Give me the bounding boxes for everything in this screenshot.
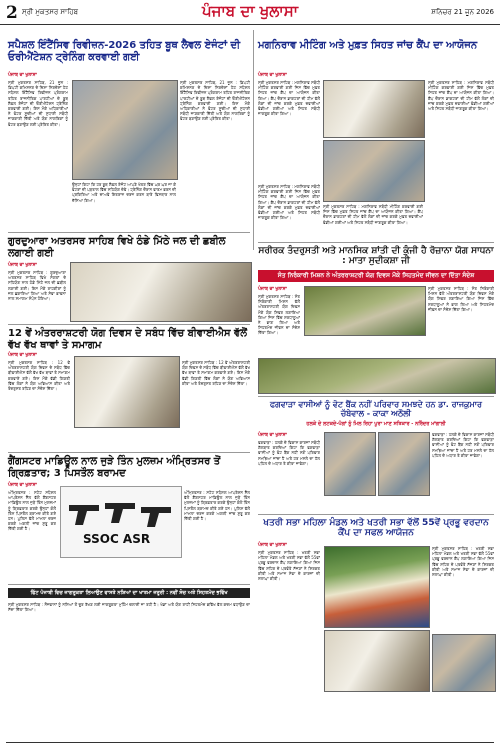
- article-photo: [324, 546, 430, 628]
- page-bottom-border: [6, 742, 494, 743]
- page-number: 2: [6, 3, 18, 23]
- article-headline: ਫਗਵਾੜਾ ਵਾਸੀਆਂ ਨੂੰ ਵੋਟ ਬੈਂਕ ਨਹੀਂ ਪਰਿਵਾਰ ਸਮਝਦੇ ਹਨ ਡਾ. ਰਾਜਕੁਮਾਰ ਚੱਬੇਵਾਲ - ਕਾਕਾ ਅਠੌਲੀ: [269, 400, 483, 419]
- article-photo: [258, 358, 496, 394]
- article-headline: ਸਪੈਸ਼ਲ ਇੰਟੈਂਸਿਵ ਰਿਵੀਜ਼ਨ-2026 ਤਹਿਤ ਬੂਥ ਲੈਵਲ ਏਜੰਟਾਂ ਦੀ ਓਰੀਐਂਟੇਸ਼ਨ ਟ੍ਰੇਨਿੰਗ ਕਰਵਾਈ ਗਈ: [8, 40, 241, 63]
- section-divider: [8, 584, 250, 585]
- article-headline: ਗੁਰਦੁਆਰਾ ਅਤਰਸਰ ਸਾਹਿਬ ਵਿਖੇ ਠੰਡੇ ਮਿੱਠੇ ਜਲ ਦੀ ਛਬੀਲ ਲਗਾਈ ਗਈ: [8, 236, 226, 259]
- article-photo: [323, 80, 425, 138]
- article-headline: ਮਗਨਿਰਾਵ ਮੀਟਿੰਗ ਅਤੇ ਮੁਫ਼ਤ ਸਿਹਤ ਜਾਂਚ ਕੈਂਪ ਦਾ ਆਯੋਜਨ: [258, 40, 478, 51]
- article-body: ਫਗਵਾੜਾ : ਹਲਕੇ ਦੇ ਵਿਕਾਸ ਕਾਰਜਾਂ ਸਬੰਧੀ ਗੱਲਬਾਤ ਕਰਦਿਆਂ ਕਿਹਾ ਕਿ ਫਗਵਾੜਾ ਵਾਸੀਆਂ ਨੂੰ ਵੋਟ ਬੈਂਕ ਨਹੀਂ ਸਗੋਂ ਪਰਿਵਾਰ ਸਮਝਿਆ ਜਾਂਦਾ ਹੈ ਅਤੇ ਹਰ ਮਸਲੇ ਦਾ ਹੱਲ ਪਹਿਲ ਦੇ ਅਧਾਰ ਤੇ ਕੀਤਾ ਜਾਵੇਗਾ।: [258, 440, 320, 466]
- article-body: ਸ੍ਰੀ ਮੁਕਤਸਰ ਸਾਹਿਬ : ਸੰਤ ਨਿਰੰਕਾਰੀ ਮਿਸ਼ਨ ਵੱਲੋਂ ਅੰਤਰਰਾਸ਼ਟਰੀ ਯੋਗ ਦਿਵਸ ਮੌਕੇ ਯੋਗ ਸ਼ਿਵਰ ਲਗਾਇਆ ਗਿਆ ਜਿਸ ਵਿੱਚ ਸ਼ਰਧਾਲੂਆਂ ਨੇ ਭਾਗ ਲਿਆ ਅਤੇ ਸਿਹਤਮੰਦ ਜੀਵਨ ਦਾ ਸੰਦੇਸ਼ ਦਿੱਤਾ ਗਿਆ।: [428, 286, 494, 312]
- article-body: ਅੰਮ੍ਰਿਤਸਰ : ਸਟੇਟ ਸਪੈਸ਼ਲ ਆਪਰੇਸ਼ਨ ਸੈੱਲ ਵੱਲੋਂ ਗੈਂਗਸਟਰ ਮਾਡਿਊਲ ਨਾਲ ਜੁੜੇ ਤਿੰਨ ਮੁਲਜ਼ਮਾਂ ਨੂੰ ਗ੍ਰਿਫ਼ਤਾਰ ਕਰਕੇ ਉਨ੍ਹਾਂ ਕੋਲੋਂ ਤਿੰਨ ਪਿਸਤੌਲ ਬਰਾਮਦ ਕੀਤੇ ਗਏ ਹਨ। ਪੁਲਿਸ ਵੱਲੋਂ ਮਾਮਲਾ ਦਰਜ ਕਰਕੇ ਅਗਲੀ ਜਾਂਚ ਸ਼ੁਰੂ ਕਰ ਦਿੱਤੀ ਗਈ ਹੈ।: [184, 490, 250, 522]
- article-byline: ਪੰਜਾਬ ਦਾ ਖੁਲਾਸਾ: [8, 483, 37, 488]
- section-divider: [258, 396, 494, 397]
- article-body: ਸ੍ਰੀ ਮੁਕਤਸਰ ਸਾਹਿਬ : ਸੰਤ ਨਿਰੰਕਾਰੀ ਮਿਸ਼ਨ ਵੱਲੋਂ ਅੰਤਰਰਾਸ਼ਟਰੀ ਯੋਗ ਦਿਵਸ ਮੌਕੇ ਯੋਗ ਸ਼ਿਵਰ ਲਗਾਇਆ ਗਿਆ ਜਿਸ ਵਿੱਚ ਸ਼ਰਧਾਲੂਆਂ ਨੇ ਭਾਗ ਲਿਆ ਅਤੇ ਸਿਹਤਮੰਦ ਜੀਵਨ ਦਾ ਸੰਦੇਸ਼ ਦਿੱਤਾ ਗਿਆ।: [258, 294, 300, 336]
- article-photo: [304, 286, 426, 336]
- section-divider: [8, 324, 250, 325]
- article-body: ਸ੍ਰੀ ਮੁਕਤਸਰ ਸਾਹਿਬ : ਨੌਜਵਾਨਾਂ ਨੂੰ ਨਸ਼ਿਆਂ ਤੋਂ ਦੂਰ ਰੱਖਣ ਲਈ ਜਾਗਰੂਕਤਾ ਮੁਹਿੰਮ ਚਲਾਈ ਜਾ ਰਹੀ ਹੈ। ਖੇਡਾਂ ਅਤੇ ਯੋਗ ਰਾਹੀਂ ਸਿਹਤਮੰਦ ਭਵਿੱਖ ਵੱਲ ਕਦਮ ਵਧਾਉਣ ਦਾ ਸੱਦਾ ਦਿੱਤਾ ਗਿਆ।: [8, 602, 250, 613]
- article-body: ਸ੍ਰੀ ਮੁਕਤਸਰ ਸਾਹਿਬ, 21 ਜੂਨ : ਡਿਪਟੀ ਕਮਿਸ਼ਨਰ ਦੇ ਦਿਸ਼ਾ ਨਿਰਦੇਸ਼ਾਂ ਹੇਠ ਸਪੈਸ਼ਲ ਇੰਟੈਂਸਿਵ ਰਿਵੀਜ਼ਨ ਪ੍ਰੋਗਰਾਮ ਤਹਿਤ ਰਾਜਨੀਤਿਕ ਪਾਰਟੀਆਂ ਦੇ ਬੂਥ ਲੈਵਲ ਏਜੰਟਾਂ ਦੀ ਓਰੀਐਂਟੇਸ਼ਨ ਟ੍ਰੇਨਿੰਗ ਕਰਵਾਈ ਗਈ। ਇਸ ਮੌਕੇ ਅਧਿਕਾਰੀਆਂ ਨੇ ਵੋਟਰ ਸੂਚੀਆਂ ਦੀ ਸੁਧਾਈ ਸਬੰਧੀ ਜਾਣਕਾਰੀ ਦਿੱਤੀ ਅਤੇ ਯੋਗ ਨਾਗਰਿਕਾਂ ਨੂੰ ਵੋਟਰ ਬਣਾਉਣ ਲਈ ਪ੍ਰੇਰਿਤ ਕੀਤਾ।: [180, 80, 250, 122]
- article-photo: [72, 80, 178, 180]
- article-byline: ਪੰਜਾਬ ਦਾ ਖੁਲਾਸਾ: [8, 73, 37, 78]
- article-headline: 12 ਵੇਂ ਅੰਤਰਰਾਸ਼ਟਰੀ ਯੋਗ ਦਿਵਸ ਦੇ ਸਬੰਧ ਵਿੱਚ ਬੀਵਾਈਐਸ ਵੱਲੋਂ ਵੱਖ ਵੱਖ ਥਾਵਾਂ ਤੇ ਸਮਾਗਮ: [8, 328, 248, 351]
- article-body: ਸ੍ਰੀ ਮੁਕਤਸਰ ਸਾਹਿਬ : ਖਤਰੀ ਸਭਾ ਮਹਿਲਾ ਮੰਡਲ ਅਤੇ ਖਤਰੀ ਸਭਾ ਵੱਲੋਂ 55ਵਾਂ ਪ੍ਰਭੂ ਵਰਦਾਨ ਕੈਂਪ ਲਗਾਇਆ ਗਿਆ ਜਿਸ ਵਿੱਚ ਸ਼ਹਿਰ ਦੇ ਪਤਵੰਤੇ ਸੱਜਣਾਂ ਨੇ ਸ਼ਿਰਕਤ ਕੀਤੀ ਅਤੇ ਸਮਾਜ ਸੇਵਾ ਦੇ ਕਾਰਜਾਂ ਦੀ ਸ਼ਲਾਘਾ ਕੀਤੀ।: [258, 550, 320, 582]
- newspaper-title: ਪੰਜਾਬ ਦਾ ਖੁਲਾਸਾ: [201, 2, 298, 20]
- section-divider: [258, 514, 494, 515]
- portrait-photo: [324, 432, 376, 496]
- article-byline: ਪੰਜਾਬ ਦਾ ਖੁਲਾਸਾ: [8, 353, 37, 358]
- article-photo: [432, 634, 496, 692]
- section-divider: [8, 452, 250, 453]
- masthead-date: ਸ਼ਨਿਚਰ 21 ਜੂਨ 2026: [431, 8, 494, 16]
- article-banner: ਫਿੱਟ ਪੰਜਾਬੀ ਵਿਚ ਜਾਗਰੂਕਤਾ ਲਿਆਉਣ ਵਾਸਤੇ ਨਸ਼ਿਆਂ ਦਾ ਖਾਤਮਾ ਜਰੂਰੀ : ਨਵੀਂ ਸੋਚ ਅਤੇ ਸਿਹਤਮੰਦ ਭਵਿੱਖ: [8, 588, 250, 598]
- article-headline: ਗੈਂਗਸਟਰ ਮਾਡਿਊਲ ਨਾਲ ਜੁੜੇ ਤਿੰਨ ਮੁਲਜ਼ਮ ਅੰਮ੍ਰਿਤਸਰ ਤੋਂ ਗ੍ਰਿਫ਼ਤਾਰ; 3 ਪਿਸਤੌਲ ਬਰਾਮਦ: [8, 456, 221, 479]
- article-photo: [324, 630, 430, 692]
- article-body: ਸ੍ਰੀ ਮੁਕਤਸਰ ਸਾਹਿਬ : ਗੁਰਦੁਆਰਾ ਅਤਰਸਰ ਸਾਹਿਬ ਵਿਖੇ ਸੰਗਤਾਂ ਦੇ ਸਹਿਯੋਗ ਨਾਲ ਠੰਡੇ ਮਿੱਠੇ ਜਲ ਦੀ ਛਬੀਲ ਲਗਾਈ ਗਈ। ਇਸ ਮੌਕੇ ਰਾਹਗੀਰਾਂ ਨੂੰ ਜਲ ਛਕਾਇਆ ਗਿਆ ਅਤੇ ਸੇਵਾ ਭਾਵਨਾ ਨਾਲ ਸਮਾਗਮ ਸੰਪੰਨ ਹੋਇਆ।: [8, 270, 66, 302]
- article-byline: ਪੰਜਾਬ ਦਾ ਖੁਲਾਸਾ: [258, 73, 287, 78]
- article-body: ਸ੍ਰੀ ਮੁਕਤਸਰ ਸਾਹਿਬ : ਖਤਰੀ ਸਭਾ ਮਹਿਲਾ ਮੰਡਲ ਅਤੇ ਖਤਰੀ ਸਭਾ ਵੱਲੋਂ 55ਵਾਂ ਪ੍ਰਭੂ ਵਰਦਾਨ ਕੈਂਪ ਲਗਾਇਆ ਗਿਆ ਜਿਸ ਵਿੱਚ ਸ਼ਹਿਰ ਦੇ ਪਤਵੰਤੇ ਸੱਜਣਾਂ ਨੇ ਸ਼ਿਰਕਤ ਕੀਤੀ ਅਤੇ ਸਮਾਜ ਸੇਵਾ ਦੇ ਕਾਰਜਾਂ ਦੀ ਸ਼ਲਾਘਾ ਕੀਤੀ।: [432, 546, 494, 578]
- article-byline: ਪੰਜਾਬ ਦਾ ਖੁਲਾਸਾ: [8, 263, 37, 268]
- article-photo: [60, 486, 182, 558]
- masthead: [0, 0, 500, 25]
- section-divider: [8, 232, 250, 233]
- article-headline: ਖਤਰੀ ਸਭਾ ਮਹਿਲਾ ਮੰਡਲ ਅਤੇ ਖਤਰੀ ਸਭਾ ਵੱਲੋਂ 55ਵੇਂ ਪ੍ਰਭੂ ਵਰਦਾਨ ਕੈਂਪ ਦਾ ਸਫਲ ਆਯੋਜਨ: [263, 518, 489, 539]
- masthead-left-label: ਸ੍ਰੀ ਮੁਕਤਸਰ ਸਾਹਿਬ: [22, 8, 79, 16]
- portrait-photo: [378, 432, 430, 496]
- article-banner: ਸੰਤ ਨਿਰੰਕਾਰੀ ਮਿਸ਼ਨ ਨੇ ਅੰਤਰਰਾਸ਼ਟਰੀ ਯੋਗ ਦਿਵਸ ਮੌਕੇ ਸਿਹਤਮੰਦ ਜੀਵਨ ਦਾ ਦਿੱਤਾ ਸੰਦੇਸ਼: [258, 270, 494, 282]
- article-photo: [323, 140, 425, 202]
- section-divider: [258, 242, 494, 243]
- article-body: ਫਗਵਾੜਾ : ਹਲਕੇ ਦੇ ਵਿਕਾਸ ਕਾਰਜਾਂ ਸਬੰਧੀ ਗੱਲਬਾਤ ਕਰਦਿਆਂ ਕਿਹਾ ਕਿ ਫਗਵਾੜਾ ਵਾਸੀਆਂ ਨੂੰ ਵੋਟ ਬੈਂਕ ਨਹੀਂ ਸਗੋਂ ਪਰਿਵਾਰ ਸਮਝਿਆ ਜਾਂਦਾ ਹੈ ਅਤੇ ਹਰ ਮਸਲੇ ਦਾ ਹੱਲ ਪਹਿਲ ਦੇ ਅਧਾਰ ਤੇ ਕੀਤਾ ਜਾਵੇਗਾ।: [432, 432, 494, 458]
- article-body: ਸ੍ਰੀ ਮੁਕਤਸਰ ਸਾਹਿਬ, 21 ਜੂਨ : ਡਿਪਟੀ ਕਮਿਸ਼ਨਰ ਦੇ ਦਿਸ਼ਾ ਨਿਰਦੇਸ਼ਾਂ ਹੇਠ ਸਪੈਸ਼ਲ ਇੰਟੈਂਸਿਵ ਰਿਵੀਜ਼ਨ ਪ੍ਰੋਗਰਾਮ ਤਹਿਤ ਰਾਜਨੀਤਿਕ ਪਾਰਟੀਆਂ ਦੇ ਬੂਥ ਲੈਵਲ ਏਜੰਟਾਂ ਦੀ ਓਰੀਐਂਟੇਸ਼ਨ ਟ੍ਰੇਨਿੰਗ ਕਰਵਾਈ ਗਈ। ਇਸ ਮੌਕੇ ਅਧਿਕਾਰੀਆਂ ਨੇ ਵੋਟਰ ਸੂਚੀਆਂ ਦੀ ਸੁਧਾਈ ਸਬੰਧੀ ਜਾਣਕਾਰੀ ਦਿੱਤੀ ਅਤੇ ਯੋਗ ਨਾਗਰਿਕਾਂ ਨੂੰ ਵੋਟਰ ਬਣਾਉਣ ਲਈ ਪ੍ਰੇਰਿਤ ਕੀਤਾ।: [8, 80, 68, 127]
- article-body: ਸ੍ਰੀ ਮੁਕਤਸਰ ਸਾਹਿਬ : ਮਗਨਿਰਾਵ ਸਬੰਧੀ ਮੀਟਿੰਗ ਕਰਵਾਈ ਗਈ ਜਿਸ ਵਿੱਚ ਮੁਫ਼ਤ ਸਿਹਤ ਜਾਂਚ ਕੈਂਪ ਦਾ ਆਯੋਜਨ ਕੀਤਾ ਗਿਆ। ਕੈਂਪ ਦੌਰਾਨ ਡਾਕਟਰਾਂ ਦੀ ਟੀਮ ਵੱਲੋਂ ਲੋਕਾਂ ਦੀ ਜਾਂਚ ਕਰਕੇ ਮੁਫ਼ਤ ਦਵਾਈਆਂ ਵੰਡੀਆਂ ਗਈਆਂ ਅਤੇ ਸਿਹਤ ਸਬੰਧੀ ਜਾਗਰੂਕ ਕੀਤਾ ਗਿਆ।: [428, 80, 494, 112]
- photo-label: SSOC ASR: [83, 532, 151, 546]
- article-body: ਸ੍ਰੀ ਮੁਕਤਸਰ ਸਾਹਿਬ : 12 ਵੇਂ ਅੰਤਰਰਾਸ਼ਟਰੀ ਯੋਗ ਦਿਵਸ ਦੇ ਸਬੰਧ ਵਿੱਚ ਬੀਵਾਈਐਸ ਵੱਲੋਂ ਵੱਖ ਵੱਖ ਥਾਵਾਂ ਤੇ ਸਮਾਗਮ ਕਰਵਾਏ ਗਏ। ਇਸ ਮੌਕੇ ਵੱਡੀ ਗਿਣਤੀ ਵਿੱਚ ਲੋਕਾਂ ਨੇ ਯੋਗ ਅਭਿਆਸ ਕੀਤਾ ਅਤੇ ਤੰਦਰੁਸਤ ਰਹਿਣ ਦਾ ਸੰਦੇਸ਼ ਦਿੱਤਾ।: [182, 360, 250, 386]
- article-byline: ਪੰਜਾਬ ਦਾ ਖੁਲਾਸਾ: [258, 433, 287, 438]
- article-subheadline: ਹਲਕੇ ਦੇ ਲਟਕਦੇ-ਪੰਗਾਂ ਨੂੰ ਮਿਲ ਰਿਹਾ ਪੂਰਾ ਮਾਣ ਸਤਿਕਾਰ - ਨਰਿੰਦਰ ਮਾਂਗਾਲੀ: [306, 421, 446, 427]
- article-body: ਸ੍ਰੀ ਮੁਕਤਸਰ ਸਾਹਿਬ : ਮਗਨਿਰਾਵ ਸਬੰਧੀ ਮੀਟਿੰਗ ਕਰਵਾਈ ਗਈ ਜਿਸ ਵਿੱਚ ਮੁਫ਼ਤ ਸਿਹਤ ਜਾਂਚ ਕੈਂਪ ਦਾ ਆਯੋਜਨ ਕੀਤਾ ਗਿਆ। ਕੈਂਪ ਦੌਰਾਨ ਡਾਕਟਰਾਂ ਦੀ ਟੀਮ ਵੱਲੋਂ ਲੋਕਾਂ ਦੀ ਜਾਂਚ ਕਰਕੇ ਮੁਫ਼ਤ ਦਵਾਈਆਂ ਵੰਡੀਆਂ ਗਈਆਂ ਅਤੇ ਸਿਹਤ ਸਬੰਧੀ ਜਾਗਰੂਕ ਕੀਤਾ ਗਿਆ।: [323, 204, 423, 225]
- article-headline: ਸਰੀਰਕ ਤੰਦਰੁਸਤੀ ਅਤੇ ਮਾਨਸਿਕ ਸ਼ਾਂਤੀ ਦੀ ਕੁੰਜੀ ਹੈ ਰੋਜ਼ਾਨਾ ਯੋਗ ਸਾਧਨਾ : ਮਾਤਾ ਸੁਦੀਕਸ਼ਾ ਜੀ: [258, 246, 494, 267]
- article-body: ਅੰਮ੍ਰਿਤਸਰ : ਸਟੇਟ ਸਪੈਸ਼ਲ ਆਪਰੇਸ਼ਨ ਸੈੱਲ ਵੱਲੋਂ ਗੈਂਗਸਟਰ ਮਾਡਿਊਲ ਨਾਲ ਜੁੜੇ ਤਿੰਨ ਮੁਲਜ਼ਮਾਂ ਨੂੰ ਗ੍ਰਿਫ਼ਤਾਰ ਕਰਕੇ ਉਨ੍ਹਾਂ ਕੋਲੋਂ ਤਿੰਨ ਪਿਸਤੌਲ ਬਰਾਮਦ ਕੀਤੇ ਗਏ ਹਨ। ਪੁਲਿਸ ਵੱਲੋਂ ਮਾਮਲਾ ਦਰਜ ਕਰਕੇ ਅਗਲੀ ਜਾਂਚ ਸ਼ੁਰੂ ਕਰ ਦਿੱਤੀ ਗਈ ਹੈ।: [8, 490, 56, 532]
- article-body: ਉਨ੍ਹਾਂ ਕਿਹਾ ਕਿ ਹਰ ਬੂਥ ਲੈਵਲ ਏਜੰਟ ਆਪਣੇ ਖੇਤਰ ਵਿੱਚ ਘਰ ਘਰ ਜਾ ਕੇ ਵੋਟਰਾਂ ਦੀ ਪੜਤਾਲ ਵਿੱਚ ਸਹਿਯੋਗ ਦੇਵੇ। ਟ੍ਰੇਨਿੰਗ ਦੌਰਾਨ ਫਾਰਮ ਭਰਨ ਦੀ ਪ੍ਰਕਿਰਿਆ ਅਤੇ ਦਾਅਵੇ ਇਤਰਾਜ਼ ਦਰਜ ਕਰਨ ਬਾਰੇ ਵਿਸਥਾਰ ਨਾਲ ਦੱਸਿਆ ਗਿਆ।: [72, 182, 176, 203]
- article-body: ਸ੍ਰੀ ਮੁਕਤਸਰ ਸਾਹਿਬ : ਮਗਨਿਰਾਵ ਸਬੰਧੀ ਮੀਟਿੰਗ ਕਰਵਾਈ ਗਈ ਜਿਸ ਵਿੱਚ ਮੁਫ਼ਤ ਸਿਹਤ ਜਾਂਚ ਕੈਂਪ ਦਾ ਆਯੋਜਨ ਕੀਤਾ ਗਿਆ। ਕੈਂਪ ਦੌਰਾਨ ਡਾਕਟਰਾਂ ਦੀ ਟੀਮ ਵੱਲੋਂ ਲੋਕਾਂ ਦੀ ਜਾਂਚ ਕਰਕੇ ਮੁਫ਼ਤ ਦਵਾਈਆਂ ਵੰਡੀਆਂ ਗਈਆਂ ਅਤੇ ਸਿਹਤ ਸਬੰਧੀ ਜਾਗਰੂਕ ਕੀਤਾ ਗਿਆ।: [258, 80, 320, 117]
- article-photo: [74, 356, 180, 428]
- column-divider: [253, 30, 254, 250]
- article-body: ਸ੍ਰੀ ਮੁਕਤਸਰ ਸਾਹਿਬ : ਮਗਨਿਰਾਵ ਸਬੰਧੀ ਮੀਟਿੰਗ ਕਰਵਾਈ ਗਈ ਜਿਸ ਵਿੱਚ ਮੁਫ਼ਤ ਸਿਹਤ ਜਾਂਚ ਕੈਂਪ ਦਾ ਆਯੋਜਨ ਕੀਤਾ ਗਿਆ। ਕੈਂਪ ਦੌਰਾਨ ਡਾਕਟਰਾਂ ਦੀ ਟੀਮ ਵੱਲੋਂ ਲੋਕਾਂ ਦੀ ਜਾਂਚ ਕਰਕੇ ਮੁਫ਼ਤ ਦਵਾਈਆਂ ਵੰਡੀਆਂ ਗਈਆਂ ਅਤੇ ਸਿਹਤ ਸਬੰਧੀ ਜਾਗਰੂਕ ਕੀਤਾ ਗਿਆ।: [258, 184, 320, 221]
- article-photo: [70, 262, 252, 322]
- article-body: ਸ੍ਰੀ ਮੁਕਤਸਰ ਸਾਹਿਬ : 12 ਵੇਂ ਅੰਤਰਰਾਸ਼ਟਰੀ ਯੋਗ ਦਿਵਸ ਦੇ ਸਬੰਧ ਵਿੱਚ ਬੀਵਾਈਐਸ ਵੱਲੋਂ ਵੱਖ ਵੱਖ ਥਾਵਾਂ ਤੇ ਸਮਾਗਮ ਕਰਵਾਏ ਗਏ। ਇਸ ਮੌਕੇ ਵੱਡੀ ਗਿਣਤੀ ਵਿੱਚ ਲੋਕਾਂ ਨੇ ਯੋਗ ਅਭਿਆਸ ਕੀਤਾ ਅਤੇ ਤੰਦਰੁਸਤ ਰਹਿਣ ਦਾ ਸੰਦੇਸ਼ ਦਿੱਤਾ।: [8, 360, 70, 392]
- article-byline: ਪੰਜਾਬ ਦਾ ਖੁਲਾਸਾ: [258, 287, 287, 292]
- article-byline: ਪੰਜਾਬ ਦਾ ਖੁਲਾਸਾ: [258, 543, 287, 548]
